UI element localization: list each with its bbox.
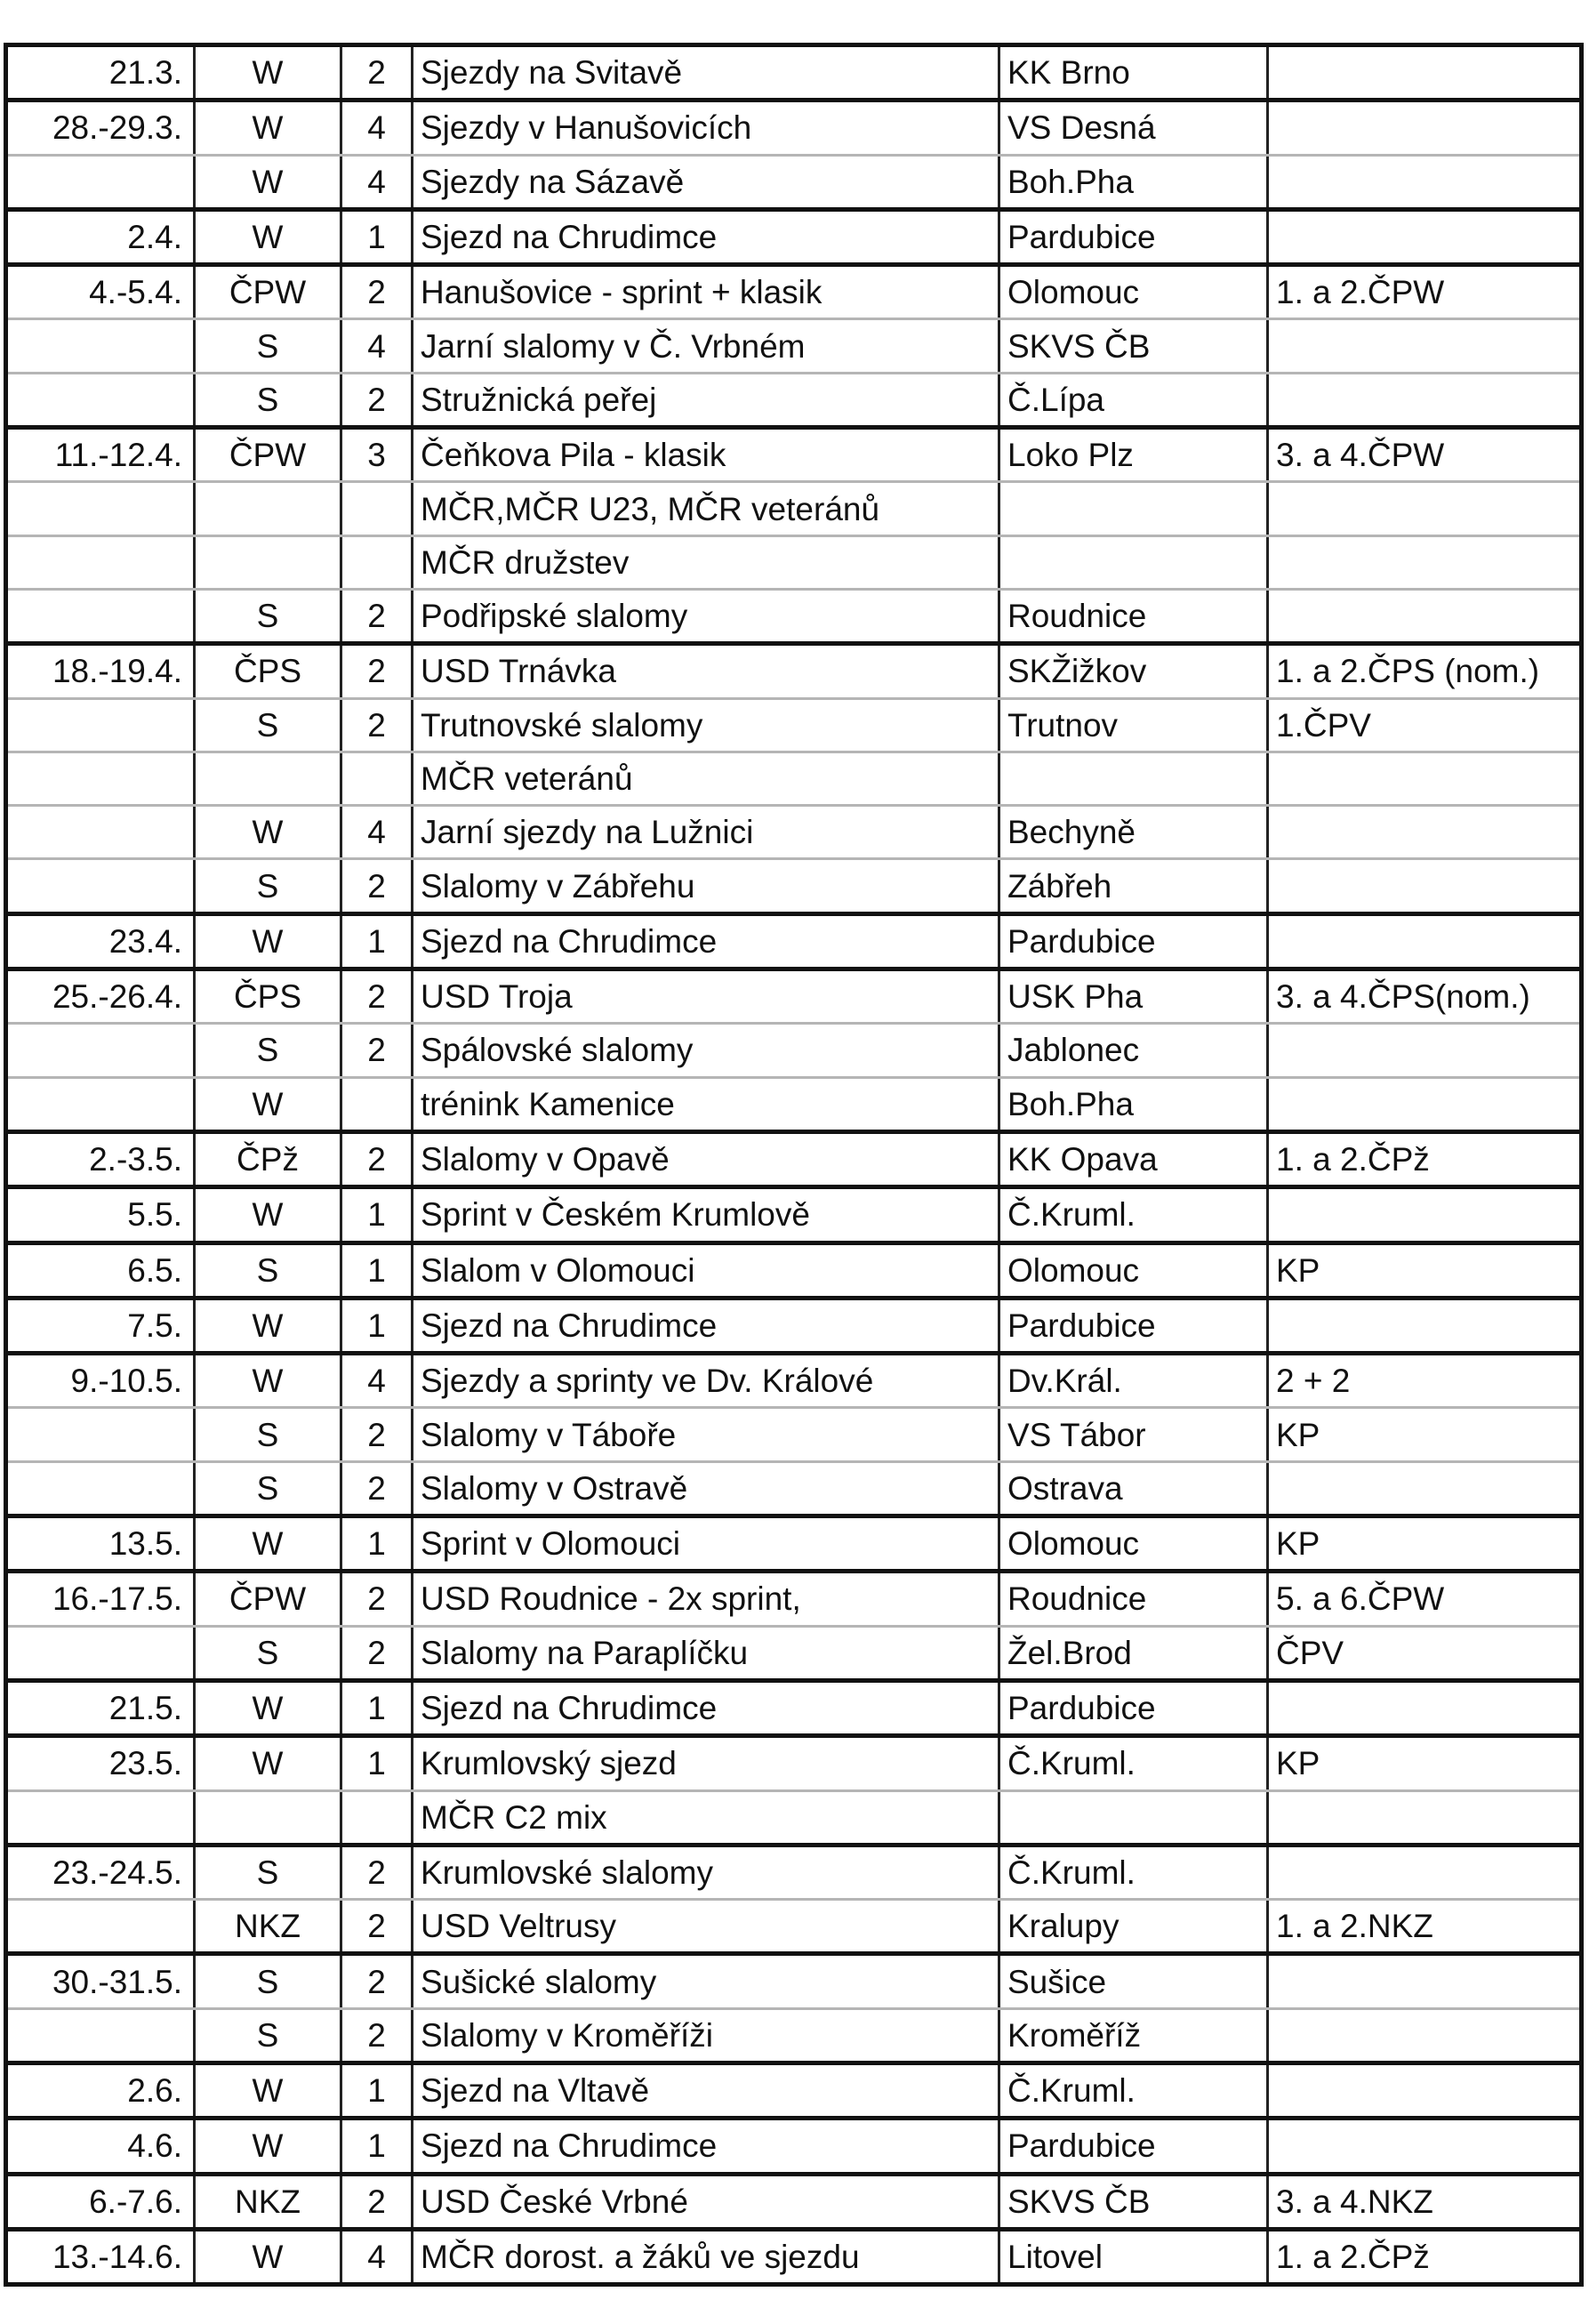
type-cell: W <box>195 1736 341 1790</box>
date-cell <box>6 1461 195 1516</box>
organizer-cell: Pardubice <box>999 1680 1268 1735</box>
type-cell: S <box>195 1626 341 1680</box>
days-cell: 2 <box>341 1572 413 1626</box>
event-name-cell: USD České Vrbné <box>413 2174 999 2229</box>
date-cell: 2.-3.5. <box>6 1131 195 1186</box>
table-row <box>6 913 1582 969</box>
table-row <box>6 101 1582 155</box>
type-cell: S <box>195 589 341 643</box>
table-row <box>6 1298 1582 1353</box>
type-cell: W <box>195 1298 341 1353</box>
days-cell: 1 <box>341 209 413 264</box>
type-cell <box>195 482 341 535</box>
note-cell: KP <box>1268 1242 1582 1298</box>
table-row <box>6 1077 1582 1131</box>
days-cell <box>341 752 413 805</box>
table-row <box>6 155 1582 209</box>
table-row <box>6 644 1582 698</box>
days-cell: 2 <box>341 1626 413 1680</box>
note-cell <box>1268 2008 1582 2063</box>
event-name-cell: Krumlovský sjezd <box>413 1736 999 1790</box>
organizer-cell: Pardubice <box>999 1298 1268 1353</box>
organizer-cell: Jablonec <box>999 1024 1268 1077</box>
event-name-cell: USD Trnávka <box>413 644 999 698</box>
event-name-cell: Stružnická peřej <box>413 373 999 427</box>
date-cell: 30.-31.5. <box>6 1954 195 2008</box>
note-cell: KP <box>1268 1736 1582 1790</box>
event-name-cell: Jarní slalomy v Č. Vrbném <box>413 319 999 373</box>
event-name-cell: trénink Kamenice <box>413 1077 999 1131</box>
days-cell: 1 <box>341 1680 413 1735</box>
type-cell: S <box>195 1408 341 1461</box>
days-cell: 1 <box>341 1242 413 1298</box>
type-cell: ČPS <box>195 969 341 1024</box>
table-row <box>6 1461 1582 1516</box>
organizer-cell: Litovel <box>999 2229 1268 2284</box>
date-cell: 4.6. <box>6 2119 195 2174</box>
organizer-cell: Pardubice <box>999 913 1268 969</box>
date-cell <box>6 806 195 859</box>
event-name-cell: Slalomy v Kroměříži <box>413 2008 999 2063</box>
days-cell: 1 <box>341 1298 413 1353</box>
type-cell: S <box>195 1024 341 1077</box>
type-cell: W <box>195 2063 341 2118</box>
note-cell <box>1268 752 1582 805</box>
days-cell <box>341 535 413 589</box>
schedule-body <box>6 45 1582 2285</box>
note-cell <box>1268 589 1582 643</box>
days-cell: 1 <box>341 1516 413 1572</box>
note-cell: 1. a 2.ČPž <box>1268 2229 1582 2284</box>
event-name-cell: MČR družstev <box>413 535 999 589</box>
event-name-cell: MČR,MČR U23, MČR veteránů <box>413 482 999 535</box>
type-cell: W <box>195 1680 341 1735</box>
days-cell: 2 <box>341 1845 413 1899</box>
date-cell: 6.5. <box>6 1242 195 1298</box>
organizer-cell: Olomouc <box>999 1242 1268 1298</box>
table-row <box>6 1242 1582 1298</box>
type-cell: W <box>195 1077 341 1131</box>
note-cell <box>1268 859 1582 913</box>
days-cell: 4 <box>341 806 413 859</box>
table-row <box>6 589 1582 643</box>
organizer-cell: USK Pha <box>999 969 1268 1024</box>
table-row <box>6 2174 1582 2229</box>
date-cell <box>6 1900 195 1954</box>
organizer-cell: VS Tábor <box>999 1408 1268 1461</box>
organizer-cell: Olomouc <box>999 1516 1268 1572</box>
note-cell <box>1268 1954 1582 2008</box>
table-row <box>6 1954 1582 2008</box>
event-name-cell: Slalomy v Ostravě <box>413 1461 999 1516</box>
days-cell: 2 <box>341 1408 413 1461</box>
date-cell: 4.-5.4. <box>6 265 195 319</box>
event-name-cell: MČR dorost. a žáků ve sjezdu <box>413 2229 999 2284</box>
days-cell: 2 <box>341 969 413 1024</box>
note-cell: 3. a 4.ČPS(nom.) <box>1268 969 1582 1024</box>
date-cell: 23.4. <box>6 913 195 969</box>
note-cell <box>1268 101 1582 155</box>
organizer-cell: Č.Kruml. <box>999 1736 1268 1790</box>
date-cell: 2.6. <box>6 2063 195 2118</box>
note-cell <box>1268 1024 1582 1077</box>
event-name-cell: USD Veltrusy <box>413 1900 999 1954</box>
event-name-cell: Sprint v Olomouci <box>413 1516 999 1572</box>
note-cell <box>1268 1298 1582 1353</box>
date-cell <box>6 319 195 373</box>
days-cell: 1 <box>341 1736 413 1790</box>
organizer-cell: Č.Lípa <box>999 373 1268 427</box>
note-cell <box>1268 2119 1582 2174</box>
organizer-cell: Bechyně <box>999 806 1268 859</box>
note-cell <box>1268 913 1582 969</box>
note-cell: 1. a 2.ČPW <box>1268 265 1582 319</box>
event-name-cell: Slalomy v Zábřehu <box>413 859 999 913</box>
table-row <box>6 1187 1582 1242</box>
type-cell: S <box>195 319 341 373</box>
days-cell: 2 <box>341 1900 413 1954</box>
table-row <box>6 1845 1582 1899</box>
table-row <box>6 535 1582 589</box>
table-row <box>6 1572 1582 1626</box>
date-cell <box>6 482 195 535</box>
organizer-cell: VS Desná <box>999 101 1268 155</box>
days-cell: 2 <box>341 698 413 752</box>
type-cell: NKZ <box>195 2174 341 2229</box>
organizer-cell: KK Brno <box>999 45 1268 101</box>
organizer-cell: Olomouc <box>999 265 1268 319</box>
organizer-cell: Ostrava <box>999 1461 1268 1516</box>
days-cell: 2 <box>341 1131 413 1186</box>
days-cell: 2 <box>341 2174 413 2229</box>
note-cell <box>1268 1790 1582 1845</box>
days-cell: 2 <box>341 589 413 643</box>
table-row <box>6 2063 1582 2118</box>
type-cell: W <box>195 209 341 264</box>
date-cell: 21.5. <box>6 1680 195 1735</box>
organizer-cell: Dv.Král. <box>999 1354 1268 1408</box>
days-cell: 2 <box>341 1461 413 1516</box>
organizer-cell: Roudnice <box>999 589 1268 643</box>
organizer-cell: Kroměříž <box>999 2008 1268 2063</box>
type-cell: W <box>195 155 341 209</box>
type-cell: W <box>195 1187 341 1242</box>
table-row <box>6 2008 1582 2063</box>
type-cell: W <box>195 2119 341 2174</box>
schedule-table <box>4 43 1584 2287</box>
table-row <box>6 1354 1582 1408</box>
date-cell: 13.5. <box>6 1516 195 1572</box>
note-cell <box>1268 535 1582 589</box>
event-name-cell: Sjezd na Chrudimce <box>413 209 999 264</box>
organizer-cell: KK Opava <box>999 1131 1268 1186</box>
organizer-cell <box>999 1790 1268 1845</box>
event-name-cell: Sjezdy na Svitavě <box>413 45 999 101</box>
table-row <box>6 319 1582 373</box>
type-cell <box>195 1790 341 1845</box>
table-row <box>6 1408 1582 1461</box>
date-cell: 9.-10.5. <box>6 1354 195 1408</box>
days-cell: 1 <box>341 1187 413 1242</box>
event-name-cell: Hanušovice - sprint + klasik <box>413 265 999 319</box>
event-name-cell: Slalom v Olomouci <box>413 1242 999 1298</box>
table-row <box>6 209 1582 264</box>
note-cell <box>1268 1077 1582 1131</box>
note-cell: KP <box>1268 1516 1582 1572</box>
type-cell: S <box>195 373 341 427</box>
days-cell: 2 <box>341 1024 413 1077</box>
table-row <box>6 2119 1582 2174</box>
type-cell: ČPW <box>195 1572 341 1626</box>
type-cell: S <box>195 1845 341 1899</box>
event-name-cell: USD Roudnice - 2x sprint, <box>413 1572 999 1626</box>
date-cell: 2.4. <box>6 209 195 264</box>
note-cell <box>1268 2063 1582 2118</box>
date-cell <box>6 752 195 805</box>
note-cell: 2 + 2 <box>1268 1354 1582 1408</box>
note-cell <box>1268 45 1582 101</box>
note-cell <box>1268 1461 1582 1516</box>
note-cell: 5. a 6.ČPW <box>1268 1572 1582 1626</box>
days-cell: 4 <box>341 155 413 209</box>
note-cell: KP <box>1268 1408 1582 1461</box>
note-cell <box>1268 209 1582 264</box>
event-name-cell: Sjezdy na Sázavě <box>413 155 999 209</box>
date-cell: 25.-26.4. <box>6 969 195 1024</box>
organizer-cell <box>999 752 1268 805</box>
date-cell: 13.-14.6. <box>6 2229 195 2284</box>
table-row <box>6 1131 1582 1186</box>
date-cell <box>6 1790 195 1845</box>
type-cell: S <box>195 1954 341 2008</box>
table-row <box>6 482 1582 535</box>
days-cell: 4 <box>341 101 413 155</box>
table-row <box>6 1790 1582 1845</box>
event-name-cell: Krumlovské slalomy <box>413 1845 999 1899</box>
type-cell: W <box>195 913 341 969</box>
table-row <box>6 859 1582 913</box>
organizer-cell: Č.Kruml. <box>999 1845 1268 1899</box>
days-cell: 2 <box>341 265 413 319</box>
organizer-cell <box>999 482 1268 535</box>
organizer-cell: Boh.Pha <box>999 155 1268 209</box>
table-row <box>6 373 1582 427</box>
event-name-cell: MČR veteránů <box>413 752 999 805</box>
event-name-cell: Sjezd na Chrudimce <box>413 1680 999 1735</box>
event-name-cell: Sjezdy a sprinty ve Dv. Králové <box>413 1354 999 1408</box>
event-name-cell: MČR C2 mix <box>413 1790 999 1845</box>
days-cell: 2 <box>341 45 413 101</box>
event-name-cell: Sjezd na Chrudimce <box>413 913 999 969</box>
date-cell <box>6 1408 195 1461</box>
note-cell: 3. a 4.NKZ <box>1268 2174 1582 2229</box>
type-cell: W <box>195 2229 341 2284</box>
organizer-cell: Roudnice <box>999 1572 1268 1626</box>
note-cell <box>1268 373 1582 427</box>
type-cell: W <box>195 101 341 155</box>
type-cell: S <box>195 1461 341 1516</box>
event-name-cell: Podřipské slalomy <box>413 589 999 643</box>
date-cell <box>6 859 195 913</box>
organizer-cell: Kralupy <box>999 1900 1268 1954</box>
date-cell <box>6 698 195 752</box>
type-cell: S <box>195 2008 341 2063</box>
note-cell: 1. a 2.NKZ <box>1268 1900 1582 1954</box>
days-cell: 1 <box>341 2063 413 2118</box>
date-cell: 16.-17.5. <box>6 1572 195 1626</box>
date-cell <box>6 1626 195 1680</box>
date-cell: 23.-24.5. <box>6 1845 195 1899</box>
days-cell: 2 <box>341 859 413 913</box>
organizer-cell: SKŽižkov <box>999 644 1268 698</box>
table-row <box>6 265 1582 319</box>
event-name-cell: Sjezd na Chrudimce <box>413 1298 999 1353</box>
event-name-cell: Sjezdy v Hanušovicích <box>413 101 999 155</box>
date-cell: 23.5. <box>6 1736 195 1790</box>
note-cell: ČPV <box>1268 1626 1582 1680</box>
organizer-cell: Loko Plz <box>999 428 1268 482</box>
organizer-cell: Boh.Pha <box>999 1077 1268 1131</box>
table-row <box>6 1680 1582 1735</box>
organizer-cell: SKVS ČB <box>999 2174 1268 2229</box>
note-cell <box>1268 482 1582 535</box>
event-name-cell: Slalomy v Opavě <box>413 1131 999 1186</box>
days-cell: 2 <box>341 2008 413 2063</box>
note-cell <box>1268 1845 1582 1899</box>
date-cell: 6.-7.6. <box>6 2174 195 2229</box>
type-cell: NKZ <box>195 1900 341 1954</box>
organizer-cell: Trutnov <box>999 698 1268 752</box>
type-cell: W <box>195 45 341 101</box>
table-row <box>6 969 1582 1024</box>
note-cell <box>1268 806 1582 859</box>
table-row <box>6 45 1582 101</box>
type-cell: ČPW <box>195 265 341 319</box>
days-cell: 4 <box>341 319 413 373</box>
event-name-cell: Spálovské slalomy <box>413 1024 999 1077</box>
note-cell: 3. a 4.ČPW <box>1268 428 1582 482</box>
type-cell: W <box>195 1354 341 1408</box>
type-cell: W <box>195 806 341 859</box>
date-cell: 7.5. <box>6 1298 195 1353</box>
event-name-cell: Slalomy na Paraplíčku <box>413 1626 999 1680</box>
days-cell: 1 <box>341 913 413 969</box>
type-cell: S <box>195 1242 341 1298</box>
date-cell <box>6 155 195 209</box>
type-cell: ČPW <box>195 428 341 482</box>
organizer-cell: Sušice <box>999 1954 1268 2008</box>
event-name-cell: USD Troja <box>413 969 999 1024</box>
type-cell: S <box>195 859 341 913</box>
event-name-cell: Sjezd na Vltavě <box>413 2063 999 2118</box>
type-cell: S <box>195 698 341 752</box>
type-cell <box>195 752 341 805</box>
days-cell <box>341 482 413 535</box>
days-cell: 4 <box>341 1354 413 1408</box>
type-cell: W <box>195 1516 341 1572</box>
date-cell: 11.-12.4. <box>6 428 195 482</box>
table-row <box>6 2229 1582 2284</box>
note-cell <box>1268 1187 1582 1242</box>
note-cell <box>1268 319 1582 373</box>
date-cell: 5.5. <box>6 1187 195 1242</box>
days-cell <box>341 1790 413 1845</box>
organizer-cell: Pardubice <box>999 2119 1268 2174</box>
table-row <box>6 806 1582 859</box>
date-cell: 28.-29.3. <box>6 101 195 155</box>
days-cell: 3 <box>341 428 413 482</box>
note-cell: 1.ČPV <box>1268 698 1582 752</box>
event-name-cell: Sušické slalomy <box>413 1954 999 2008</box>
type-cell: ČPž <box>195 1131 341 1186</box>
organizer-cell: Č.Kruml. <box>999 2063 1268 2118</box>
note-cell <box>1268 1680 1582 1735</box>
table-row <box>6 1516 1582 1572</box>
table-row <box>6 1900 1582 1954</box>
days-cell <box>341 1077 413 1131</box>
event-name-cell: Trutnovské slalomy <box>413 698 999 752</box>
date-cell <box>6 535 195 589</box>
days-cell: 1 <box>341 2119 413 2174</box>
organizer-cell: Č.Kruml. <box>999 1187 1268 1242</box>
date-cell: 21.3. <box>6 45 195 101</box>
date-cell <box>6 1024 195 1077</box>
event-name-cell: Jarní sjezdy na Lužnici <box>413 806 999 859</box>
note-cell: 1. a 2.ČPž <box>1268 1131 1582 1186</box>
date-cell <box>6 2008 195 2063</box>
organizer-cell: Pardubice <box>999 209 1268 264</box>
table-row <box>6 1736 1582 1790</box>
organizer-cell <box>999 535 1268 589</box>
table-row <box>6 1626 1582 1680</box>
type-cell: ČPS <box>195 644 341 698</box>
table-row <box>6 698 1582 752</box>
days-cell: 2 <box>341 644 413 698</box>
days-cell: 4 <box>341 2229 413 2284</box>
table-row <box>6 752 1582 805</box>
table-row <box>6 1024 1582 1077</box>
organizer-cell: Zábřeh <box>999 859 1268 913</box>
date-cell <box>6 1077 195 1131</box>
table-row <box>6 428 1582 482</box>
date-cell <box>6 589 195 643</box>
note-cell: 1. a 2.ČPS (nom.) <box>1268 644 1582 698</box>
event-name-cell: Slalomy v Táboře <box>413 1408 999 1461</box>
event-name-cell: Sprint v Českém Krumlově <box>413 1187 999 1242</box>
note-cell <box>1268 155 1582 209</box>
days-cell: 2 <box>341 1954 413 2008</box>
date-cell: 18.-19.4. <box>6 644 195 698</box>
date-cell <box>6 373 195 427</box>
days-cell: 2 <box>341 373 413 427</box>
organizer-cell: Žel.Brod <box>999 1626 1268 1680</box>
event-name-cell: Sjezd na Chrudimce <box>413 2119 999 2174</box>
type-cell <box>195 535 341 589</box>
organizer-cell: SKVS ČB <box>999 319 1268 373</box>
event-name-cell: Čeňkova Pila - klasik <box>413 428 999 482</box>
